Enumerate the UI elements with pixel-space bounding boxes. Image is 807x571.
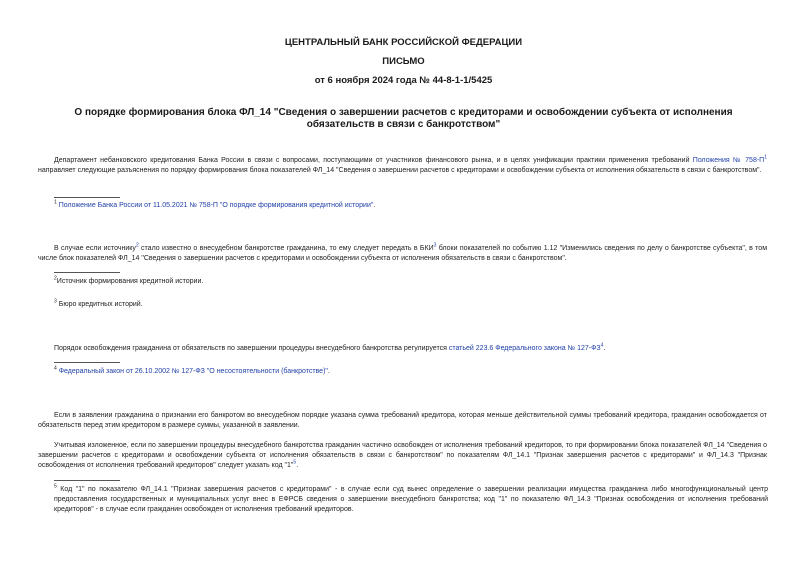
footnote-1: $^1$ Положение Банка России от 11.05.2021 № 758-П "О порядке формирования кредитной истории". xyxy=(54,199,376,209)
paragraph-5: Учитывая изложенное, если по завершении процедуры внесудебного банкротства гражданин частично освобожден от исполнения требований кредиторов, то при формировании блока показателей ФЛ_14 "Сведения о завершении расчетов с кредиторами и освобождении субъекта от исполнения обязательств в связи с банкротством" по показателям ФЛ_14.1 "Признак завершения расчетов с кредиторами" и ФЛ_14.3 "Признак освобождения от исполнения требований кредиторов" следует указать код "1"$^5$. xyxy=(38,442,767,470)
footnote-divider xyxy=(54,197,120,198)
footnote-ref-1[interactable]: 1 xyxy=(764,154,767,161)
footnote-divider xyxy=(54,480,120,481)
link-article-223-6[interactable]: статьей 223.6 Федерального закона № 127-ФЗ xyxy=(448,345,601,352)
footnote-3: $^3$ Бюро кредитных историй. xyxy=(54,298,143,308)
paragraph-1: Департамент небанковского кредитования Банка России в связи с вопросами, поступающими от участников финансового рынка, и в целях унификации практики применения требований Положения № $758-П^1$ направляет следующие разъяснения по порядку формирования блока показателей ФЛ_14 "Сведения о завершении расчетов с кредиторами и освобождении субъекта от исполнения обязательств в связи с банкротством". xyxy=(38,154,767,175)
link-federal-law-127fz[interactable]: Федеральный закон от 26.10.2002 № 127-ФЗ "О несостоятельности (банкротстве)" xyxy=(58,368,328,375)
footnote-4: $^4$ Федеральный закон от 26.10.2002 № 127-ФЗ "О несостоятельности (банкротстве)". xyxy=(54,365,330,375)
footnote-ref-4[interactable]: 4 xyxy=(600,342,604,349)
doc-type: ПИСЬМО xyxy=(382,56,425,67)
link-footnote-758p[interactable]: Положение Банка России от 11.05.2021 № 758-П "О порядке формирования кредитной истории" xyxy=(58,202,374,209)
footnote-ref-3[interactable]: 3 xyxy=(433,242,437,249)
footnote-ref-5[interactable]: 5 xyxy=(293,460,297,467)
footnote-2: $^2$Источник формирования кредитной истории. xyxy=(54,275,204,285)
footnote-divider xyxy=(54,362,120,363)
link-regulation-758p[interactable]: Положения № 758-П xyxy=(692,157,765,164)
org-name: ЦЕНТРАЛЬНЫЙ БАНК РОССИЙСКОЙ ФЕДЕРАЦИИ xyxy=(284,37,523,48)
paragraph-2: В случае если источнику$^2$ стало известно о внесудебном банкротстве гражданина, то ему следует передать в БКИ$^3$ блоки показателей по событию 1.12 "Изменились сведения по делу о банкротстве субъекта", в том числе блок показателей ФЛ_14 "Сведения о завершении расчетов с кредиторами и освобождении субъекта от исполнения обязательств в связи с банкротством". xyxy=(38,242,768,263)
footnote-ref-2[interactable]: 2 xyxy=(135,242,139,249)
doc-date-number: от 6 ноября 2024 года № 44-8-1-1/5425 xyxy=(314,75,493,86)
footnote-divider xyxy=(54,272,120,273)
paragraph-3: Порядок освобождения гражданина от обязательств по завершении процедуры внесудебного банкротства регулируется статьей 223.6 Федерального закона № $127-ФЗ^4$. xyxy=(54,342,606,352)
doc-title: О порядке формирования блока ФЛ_14 "Сведения о завершении расчетов с кредиторами и освобождении субъекта от исполнения обязательств в связи с банкротством" xyxy=(74,107,733,130)
footnote-5: $^5$ Код "1" по показателю ФЛ_14.1 "Признак завершения расчетов с кредиторами" - в случае если суд вынес определение о завершении реализации имущества гражданина либо многофункциональный центр предоставления государственных и муниципальных услуг внес в ЕФРСБ сведения о завершении внесудебного банкротства; код "1" по показателю ФЛ_14.3 "Признак освобождения от исполнения требований кредиторов" - в случае если гражданин освобожден от исполнения требований кредиторов. xyxy=(54,483,769,513)
paragraph-4: Если в заявлении гражданина о признании его банкротом во внесудебном порядке указана сумма требований кредитора, которая меньше действительной суммы требований кредитора, гражданин освобождается от обязательств перед этим кредитором в размере суммы, указанной в заявлении. xyxy=(38,412,767,430)
